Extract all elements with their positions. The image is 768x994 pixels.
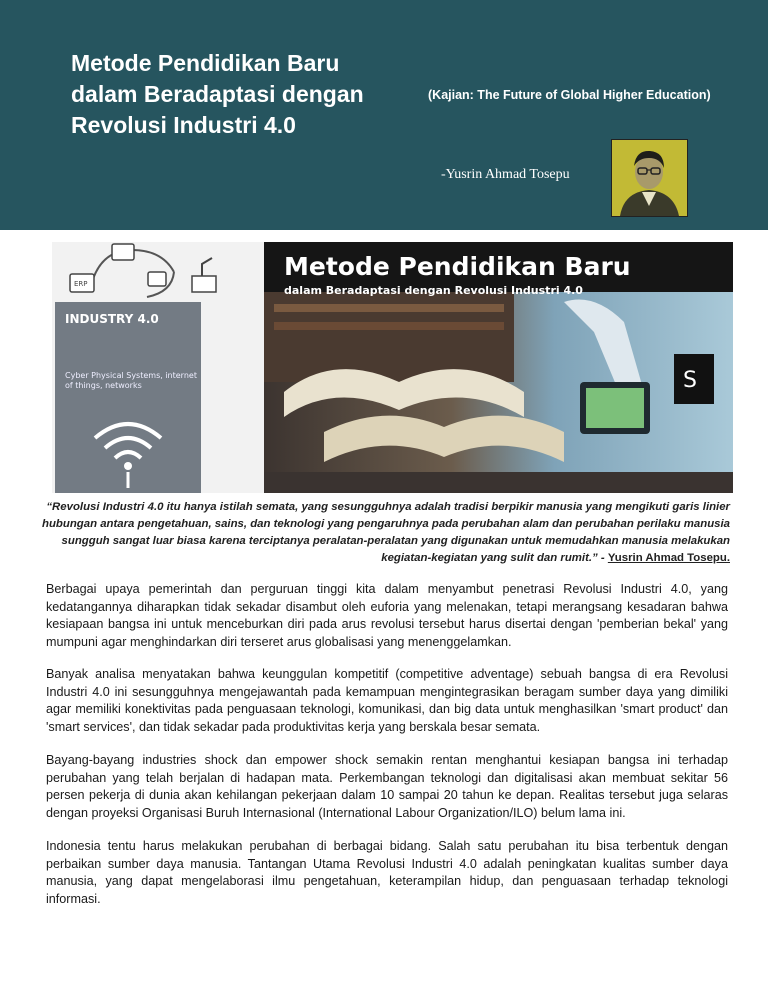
books-robot-photo bbox=[264, 242, 733, 493]
page-title bbox=[71, 48, 411, 141]
title-line-1: Metode Pendidikan Baru bbox=[71, 50, 340, 76]
title-line-2: dalam Beradaptasi dengan bbox=[71, 81, 364, 107]
author-photo bbox=[611, 139, 688, 217]
title-line-3: Revolusi Industri 4.0 bbox=[71, 112, 296, 138]
svg-text:S: S bbox=[683, 368, 697, 393]
paragraph-4: Indonesia tentu harus melakukan perubahan di berbagai bidang. Salah satu perubahan itu bisa terbentuk dengan perbaikan sumber daya manusia. Tantangan Utama Revolusi Industri 4.0 adalah peningkatan kualitas sumber daya manusia, yang dapat mengelaborasi ilmu pengetahuan, keterampilan hidup, dan penguasaan terhadap teknologi informasi. bbox=[46, 839, 728, 906]
erp-label: ERP bbox=[74, 280, 88, 288]
pull-quote bbox=[40, 499, 730, 567]
quote-text: “Revolusi Industri 4.0 itu hanya istilah semata, yang sesungguhnya adalah tradisi berpikir manusia yang mengikuti garis linier hubungan antara pengetahuan, sains, dan teknologi yang pengaruhnya pada perubahan alam dan perubahan perilaku manusia sungguh sangat luar biasa karena terciptanya peralatan-peralatan yang digunakan untuk memudahkan manusia melakukan kegiatan-kegiatan yang sulit dan rumit.” - bbox=[42, 501, 730, 564]
wifi-icon bbox=[55, 408, 201, 488]
banner-title: Metode Pendidikan Baru bbox=[284, 252, 631, 281]
industry-panel bbox=[52, 242, 264, 493]
paragraph-3: Bayang-bayang industries shock dan empower shock semakin rentan menghantui kesiapan bangsa ini terhadap perubahan yang telah berjalan di hadapan mata. Perkembangan teknologi dan digitalisasi akan membuat sekitar 56 persen pekerja di dunia akan kehilangan pekerjaan dalam 10 sampai 20 tahun ke depan. Realitas tersebut juga selaras dengan proyeksi Organisasi Buruh Internasional (International Labour Organization/ILO) belum lama ini. bbox=[46, 753, 728, 820]
network-icon bbox=[52, 242, 264, 304]
industry-caption: Cyber Physical Systems, internet of things, networks bbox=[65, 371, 197, 390]
paragraph-1: Berbagai upaya pemerintah dan perguruan tinggi kita dalam menyambut penetrasi Revolusi Industri 4.0, yang kedatangannya diharapkan tidak sekadar disambut oleh euforia yang melenakan, tetapi merangsang kesadaran bahwa kesiapaan bangsa ini untuk menceburkan diri pada arus revolusi tersebut harus disertai dengan 'pemberian bekal' yang mumpuni agar menghindarkan diri terseret arus globalisasi yang menenggelamkan. bbox=[46, 582, 728, 649]
author-portrait-icon bbox=[612, 140, 687, 216]
industry-label: INDUSTRY 4.0 bbox=[65, 312, 159, 326]
banner-subtitle: dalam Beradaptasi dengan Revolusi Industri 4.0 bbox=[284, 284, 583, 297]
page-subtitle: (Kajian: The Future of Global Higher Education) bbox=[428, 88, 711, 102]
paragraph-2: Banyak analisa menyatakan bahwa keunggulan kompetitif (competitive adventage) sebuah bangsa di era Revolusi Industri 4.0 ini sesungguhnya mengejawantah pada kemampuan mengintegrasikan beragam sumber daya yang dimiliki agar memiliki konektivitas pada penguasaan teknologi, komunikasi, dan big data untuk menghasilkan 'smart product' dan 'smart services', dan tidak sekadar pada produktivitas kerja yang berskala besar semata. bbox=[46, 667, 728, 734]
header-banner bbox=[0, 0, 768, 230]
article-banner-image bbox=[52, 242, 733, 493]
industry-box bbox=[55, 302, 201, 493]
quote-attribution: Yusrin Ahmad Tosepu. bbox=[607, 552, 730, 564]
author-name: -Yusrin Ahmad Tosepu bbox=[441, 167, 570, 182]
